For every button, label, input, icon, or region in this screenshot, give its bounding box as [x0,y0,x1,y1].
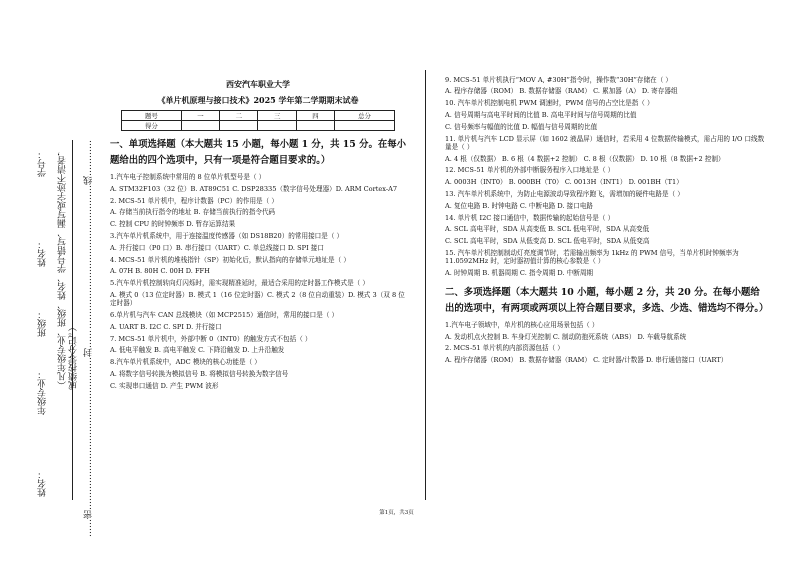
question-options: C. 信号频率与幅值的比值 D. 幅值与信号周期的比值 [445,122,598,131]
question-options: A. 模式 0（13 位定时器）B. 模式 1（16 位定时器）C. 模式 2（8 位自动重装）D. 模式 3（双 8 位定时器） [110,290,405,308]
binding-margin [0,0,110,561]
score-cell [258,121,296,131]
section2-heading: 二、多项选择题（本大题共 10 小题，每小题 2 分，共 20 分。在每小题给出的选项中，有两项或两项以上符合题目要求，多选、少选、错选均不得分。） [445,287,769,315]
score-header-row [122,111,395,121]
question-stem: 2. MCS-51 单片机的内部资源包括（ ） [445,344,564,353]
question-stem: 8.汽车单片机系统中，ADC 模块的核心功能是（ ） [110,358,261,367]
question-options: A. 程序存储器（ROM） B. 数据存储器（RAM） C. 累加器（A） D. 寄存器组 [445,87,678,96]
score-cell: 题号 [122,111,182,121]
score-table [121,110,395,131]
class-label: 班级： [38,310,48,337]
score-cell [296,121,334,131]
question-stem: 15. 汽车单片机控制制动灯亮度调节时，若需输出频率为 1kHz 的 PWM 信号，当单片机时钟频率为 11.0592MHz 时，定时器初值计算的核心参数是（ ） [445,248,739,266]
question-options: A. 将数字信号转换为模拟信号 B. 将模拟信号转换为数字信号 [110,369,289,378]
score-value-row [122,121,395,131]
question-stem: 3.汽车单片机系统中，用于连接温度传感器（如 DS18B20）的常用接口是（ ） [110,231,344,240]
question-options: C. 控制 CPU 的时钟频率 D. 暂存运算结果 [110,220,236,229]
right-column [445,72,769,365]
question-options: A. SCL 高电平时，SDA 从高变低 B. SCL 低电平时，SDA 从高变低 [445,225,650,234]
score-cell: 得分 [122,121,182,131]
score-cell: 三 [258,111,296,121]
question-stem: 2. MCS-51 单片机中，程序计数器（PC）的作用是（ ） [110,196,278,205]
score-cell [181,121,219,131]
question-options: C. 实现串口通信 D. 产生 PWM 波形 [110,381,219,390]
section1-heading: 一、单项选择题（本大题共 15 小题，每小题 1 分，共 15 分。在每小题给出的四个选项中，只有一项是符合题目要求的。） [110,139,406,167]
question-options: A. 0003H（INT0） B. 000BH（T0） C. 0013H（INT1） D. 001BH（T1） [445,178,683,187]
name-label-bottom: 姓名： [38,470,48,497]
school-name: 西安汽车职业大学 [226,79,290,89]
question-stem: 6.单片机与汽车 CAN 总线模块（如 MCP2515）通信时，常用的接口是（ ） [110,310,339,319]
question-options: A. 复位电路 B. 时钟电路 C. 中断电路 D. 接口电路 [445,201,594,210]
question-stem: 14. 单片机 I2C 接口通信中，数据传输的起始信号是（ ） [445,213,615,222]
score-cell: 四 [296,111,334,121]
left-column [110,72,406,390]
question-stem: 10. 汽车单片机控制电机 PWM 调速时，PWM 信号的占空比是指（ ） [445,99,654,108]
right-questions [445,76,765,278]
name-label: 姓名： [38,240,48,267]
question-options: A. 发动机点火控制 B. 车身灯光控制 C. 制动防抱死系统（ABS） D. 车载导航系统 [445,332,687,341]
binding-note: （凡年级专业、班级、姓名、学号错写、漏写或字迹不清者，成绩按零分记。） [58,147,79,390]
score-cell [335,121,395,131]
question-stem: 9. MCS-51 单片机执行“MOV A, #30H”指令时，操作数“30H”存储在（ ） [445,75,672,84]
question-stem: 7. MCS-51 单片机中，外部中断 0（INT0）的触发方式不包括（ ） [110,334,312,343]
question-options: A. 存储当前执行指令的地址 B. 存储当前执行的指令代码 [110,208,276,217]
page-footer: 第1页，共3页 [379,510,414,516]
student-id-label: 学号： [38,150,48,177]
question-options: C. SCL 高电平时，SDA 从低变高 D. SCL 低电平时，SDA 从低变高 [445,237,650,246]
question-stem: 5.汽车单片机控制转向灯闪烁时，需实现精准延时，最适合采用的定时器工作模式是（ ） [110,279,369,288]
question-stem: 12. MCS-51 单片机的外部中断服务程序入口地址是（ ） [445,166,615,175]
question-options: A. 07H B. 80H C. 00H D. FFH [110,267,210,276]
question-options: A. 信号周期与高电平时间的比值 B. 高电平时间与信号周期的比值 [445,110,637,119]
question-stem: 13. 汽车单片机系统中，为防止电源波动导致程序跑飞，需增加的硬件电路是（ ） [445,189,684,198]
column-divider [425,70,426,500]
question-options: A. 低电平触发 B. 高电平触发 C. 下降沿触发 D. 上升沿触发 [110,346,285,355]
question-stem: 1.汽车电子控制系统中常用的 8 位单片机型号是（ ） [110,173,266,181]
exam-title: 《单片机原理与接口技术》2025 学年第二学期期末试卷 [157,95,359,106]
score-cell: 总分 [335,111,395,121]
section2-questions [445,321,765,365]
score-cell: 二 [220,111,258,121]
question-stem: 1.汽车电子领域中，单片机的核心应用场景包括（ ） [445,320,599,329]
question-options: A. 时钟周期 B. 机器周期 C. 指令周期 D. 中断周期 [445,268,594,277]
question-options: A. UART B. I2C C. SPI D. 并行接口 [110,322,222,331]
dash-line-bottom: ……密……………………………………………封…… [84,330,94,537]
section1-questions [110,173,406,390]
dash-line-top: …………………………………………线………… [84,140,94,329]
question-stem: 11. 单片机与汽车 LCD 显示屏（如 1602 液晶屏）通信时，若采用 4 位数据传输模式，需占用的 I/O 口线数量是（ ） [445,134,765,151]
question-stem: 4. MCS-51 单片机的堆栈指针（SP）初始化后，默认指向的存储单元地址是（ ） [110,255,350,264]
question-options: A. 并行接口（P0 口）B. 串行接口（UART）C. 单总线接口 D. SPI 接口 [110,243,324,252]
question-options: A. 4 根（仅数据） B. 6 根（4 数据+2 控制） C. 8 根（仅数据） D. 10 根（8 数据+2 控制） [445,154,725,163]
question-options: A. 程序存储器（ROM） B. 数据存储器（RAM） C. 定时器/计数器 D. 串行通信接口（UART） [445,356,728,365]
major-label: 年级专业： [38,370,48,415]
question-options: A. STM32F103（32 位）B. AT89C51 C. DSP28335（数字信号处理器）D. ARM Cortex-A7 [110,184,398,193]
score-cell: 一 [181,111,219,121]
score-cell [220,121,258,131]
